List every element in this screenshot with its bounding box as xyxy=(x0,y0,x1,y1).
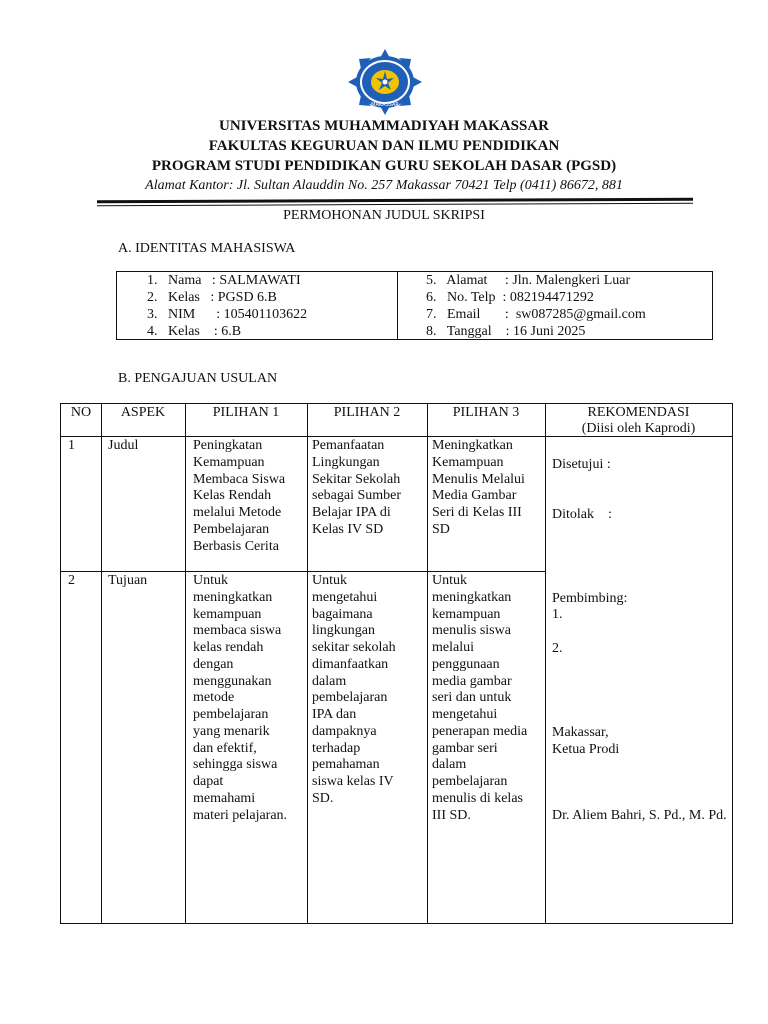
row2-pilihan-2: Untuk mengetahui bagaimana lingkungan sekitar sekolah dimanfaatkan dalam pembelajaran IPA dan dampaknya terhadap pemahaman siswa kelas IV SD. xyxy=(312,573,396,806)
row1-aspek: Judul xyxy=(108,438,139,453)
proposal-table xyxy=(60,403,733,924)
faculty-name: FAKULTAS KEGURUAN DAN ILMU PENDIDIKAN xyxy=(208,138,560,154)
identity-name: 1. Nama : SALMAWATI xyxy=(147,273,301,288)
row-divider xyxy=(61,571,545,572)
header-pilihan-3: PILIHAN 3 xyxy=(452,405,520,420)
supervisor-label: Pembimbing: xyxy=(552,591,628,606)
office-address: Alamat Kantor: Jl. Sultan Alauddin No. 257 Makassar 70421 Telp (0411) 86672, 881 xyxy=(145,178,623,193)
identity-address: 5. Alamat : Jln. Malengkeri Luar xyxy=(426,273,631,288)
col-divider xyxy=(101,404,102,923)
row2-pilihan-1: Untuk meningkatkan kemampuan membaca siswa kelas rendah dengan menggunakan metode pembelajaran yang menarik dan efektif, sehingga siswa dapat memahami materi pelajaran. xyxy=(193,573,288,823)
supervisor-1: 1. xyxy=(552,607,563,622)
signing-role: Ketua Prodi xyxy=(552,742,620,757)
header-aspek: ASPEK xyxy=(120,405,166,420)
header-divider-thin xyxy=(97,203,693,207)
identity-nim: 3. NIM : 105401103622 xyxy=(147,307,308,322)
header-no: NO xyxy=(70,405,92,420)
signing-place: Makassar, xyxy=(552,725,609,740)
logo-text: MAKASSAR xyxy=(371,102,399,108)
row2-pilihan-3: Untuk meningkatkan kemampuan menulis siswa melalui penggunaan media gambar seri dan untuk mengetahui penerapan media gambar seri dalam pembelajaran menulis di kelas III SD. xyxy=(432,573,528,823)
section-b-title: B. PENGAJUAN USULAN xyxy=(118,371,278,386)
identity-class-2: 4. Kelas : 6.B xyxy=(147,324,242,339)
row1-no: 1 xyxy=(68,438,75,453)
identity-class: 2. Kelas : PGSD 6.B xyxy=(147,290,277,305)
header-rekomendasi: REKOMENDASI xyxy=(587,405,690,420)
signatory-name: Dr. Aliem Bahri, S. Pd., M. Pd. xyxy=(552,808,727,823)
document-title: PERMOHONAN JUDUL SKRIPSI xyxy=(283,208,485,223)
identity-email: 7. Email : sw087285@gmail.com xyxy=(426,307,646,322)
row1-pilihan-1: Peningkatan Kemampuan Membaca Siswa Kelas Rendah melalui Metode Pembelajaran Berbasis Cerita xyxy=(193,438,286,554)
col-divider xyxy=(427,404,428,923)
supervisor-2: 2. xyxy=(552,641,563,656)
col-divider xyxy=(307,404,308,923)
row2-aspek: Tujuan xyxy=(108,573,148,588)
student-identity-box xyxy=(116,271,713,340)
header-pilihan-2: PILIHAN 2 xyxy=(333,405,401,420)
row1-pilihan-3: Meningkatkan Kemampuan Menulis Melalui Media Gambar Seri di Kelas III SD xyxy=(432,438,525,537)
section-a-title: A. IDENTITAS MAHASISWA xyxy=(118,241,296,256)
col-divider xyxy=(545,404,546,923)
identity-date: 8. Tanggal : 16 Juni 2025 xyxy=(426,324,586,339)
row1-pilihan-2: Pemanfaatan Lingkungan Sekitar Sekolah sebagai Sumber Belajar IPA di Kelas IV SD xyxy=(312,438,402,537)
row2-no: 2 xyxy=(68,573,75,588)
program-name: PROGRAM STUDI PENDIDIKAN GURU SEKOLAH DASAR (PGSD) xyxy=(151,158,617,174)
header-pilihan-1: PILIHAN 1 xyxy=(212,405,280,420)
rejected-label: Ditolak : xyxy=(552,507,612,522)
identity-phone: 6. No. Telp : 082194471292 xyxy=(426,290,594,305)
approved-label: Disetujui : xyxy=(552,457,611,472)
university-name: UNIVERSITAS MUHAMMADIYAH MAKASSAR xyxy=(218,118,550,134)
header-rekomendasi-note: (Diisi oleh Kaprodi) xyxy=(581,421,696,436)
col-divider xyxy=(185,404,186,923)
identity-divider xyxy=(397,272,398,339)
university-logo xyxy=(347,49,423,115)
